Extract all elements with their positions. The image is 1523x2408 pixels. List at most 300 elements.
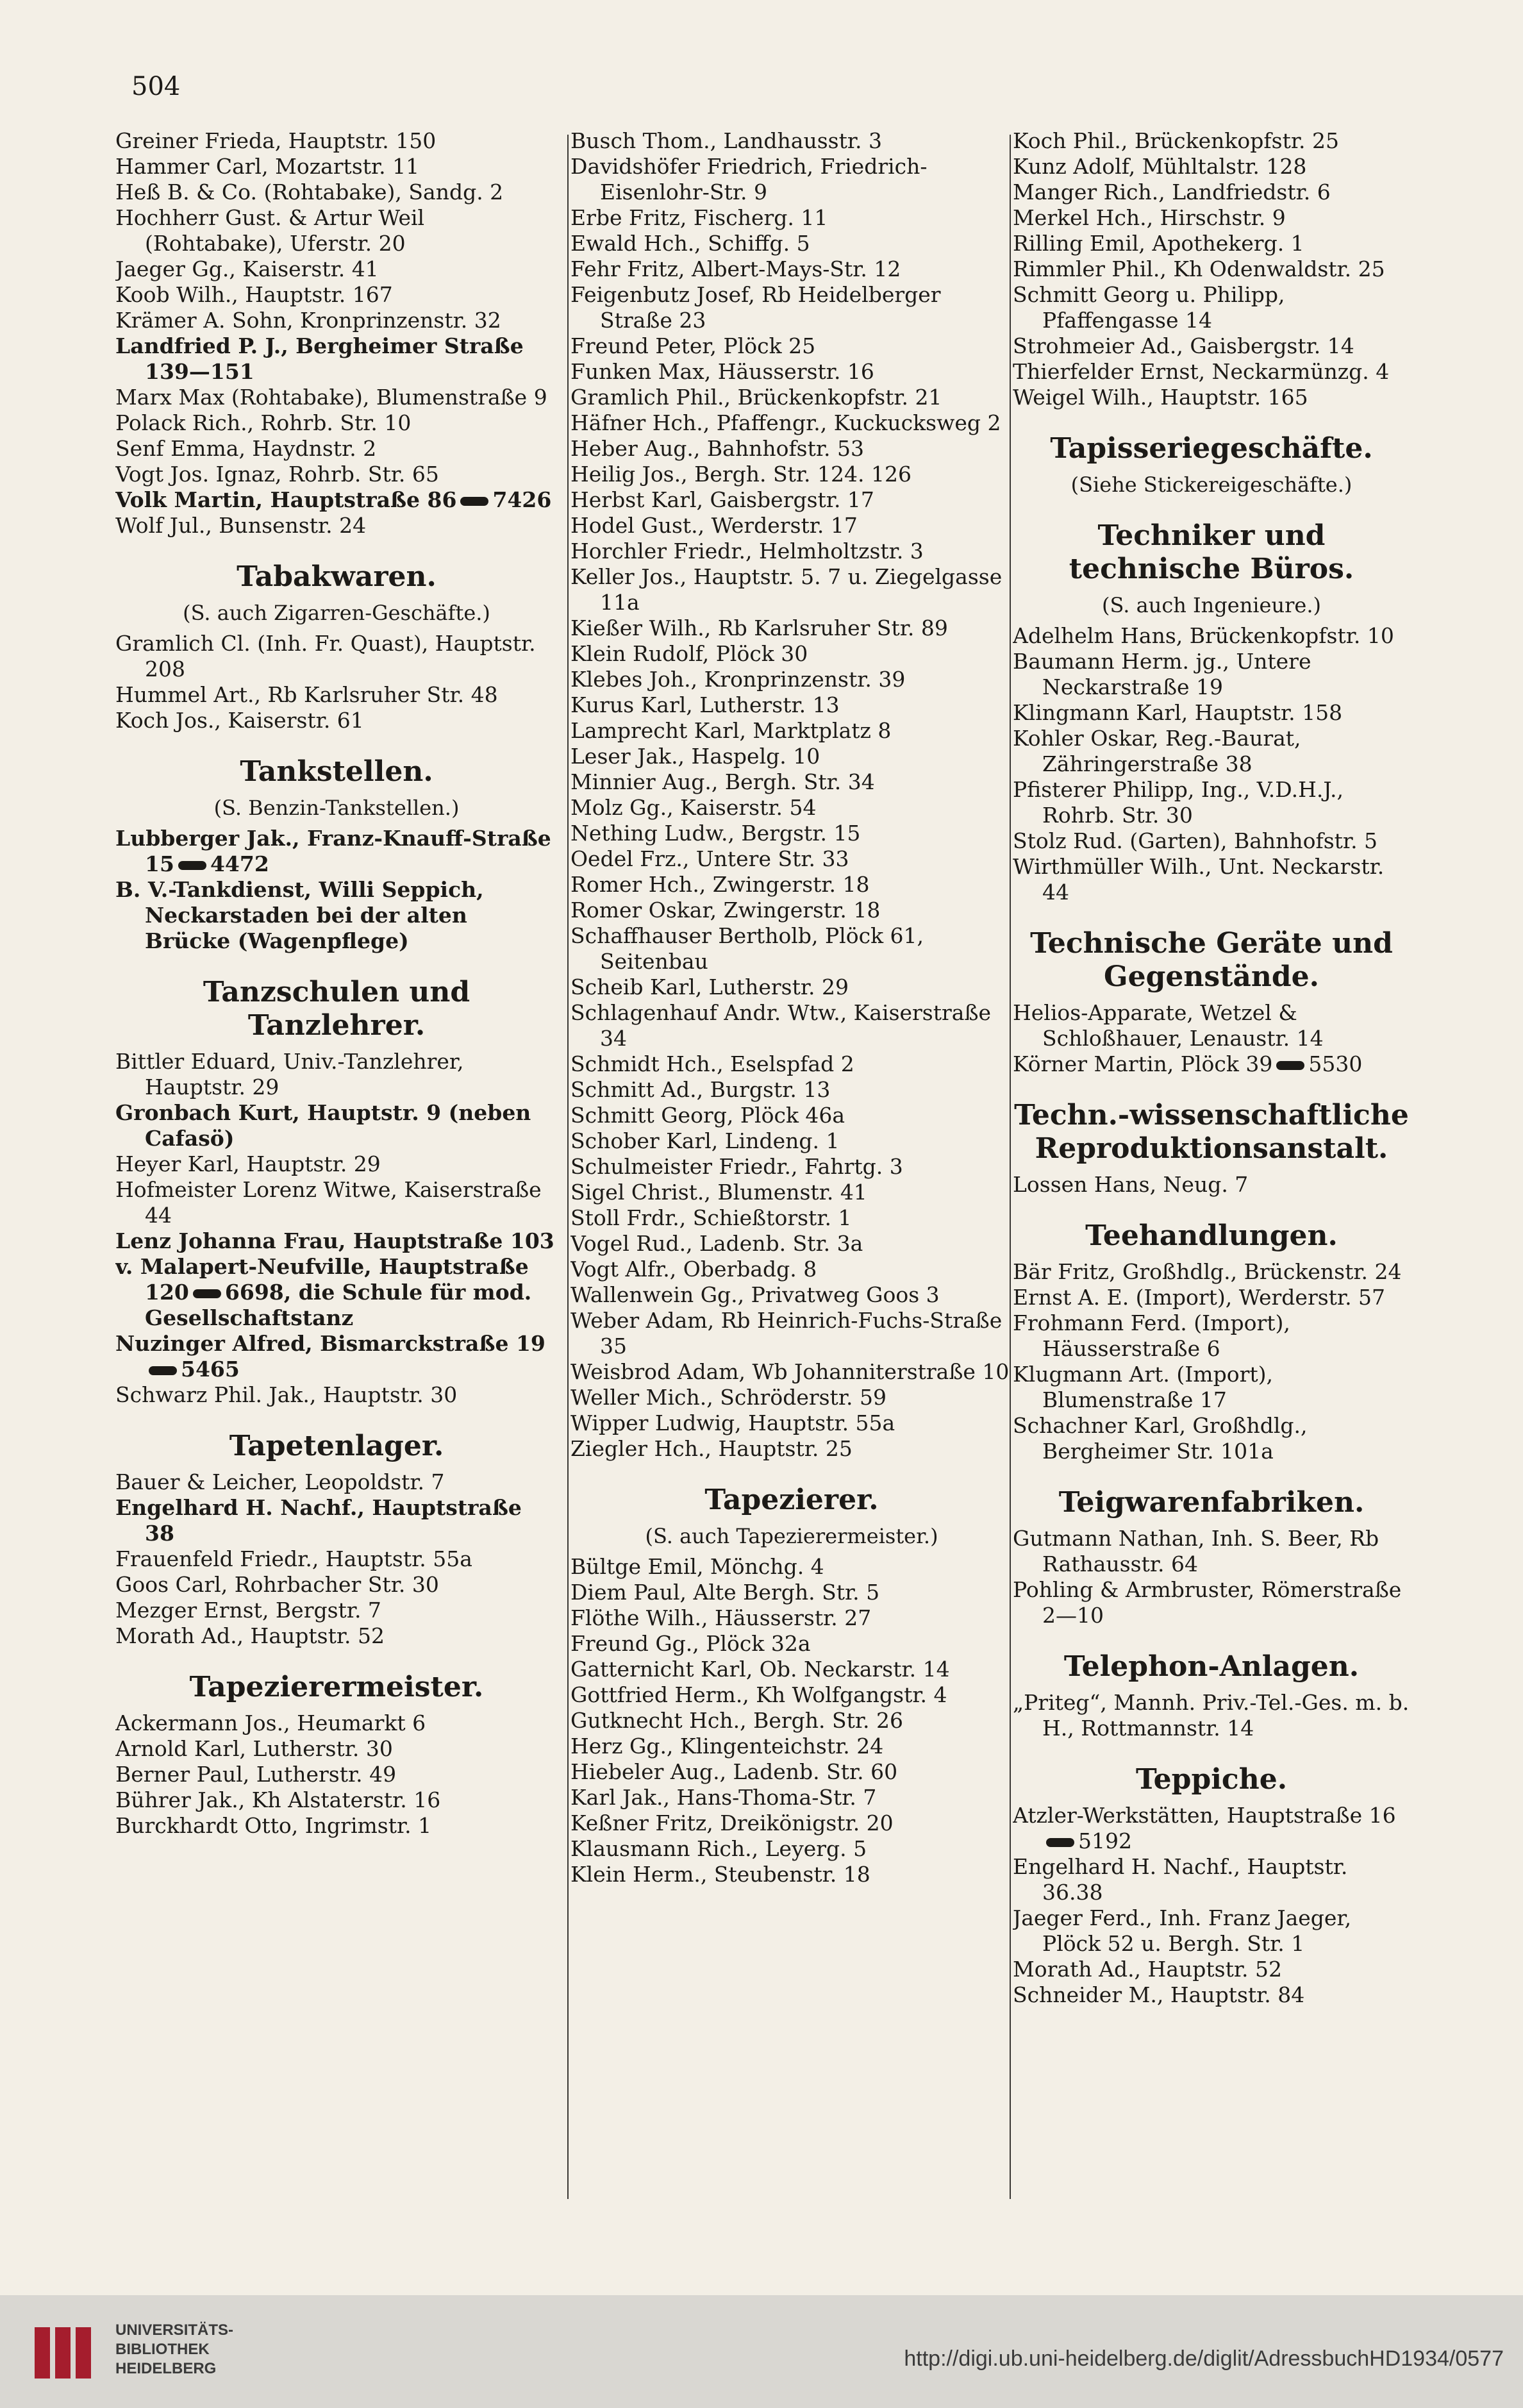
directory-entry <box>115 1177 558 1228</box>
entry-text: Diem Paul, Alte Bergh. Str. 5 <box>570 1580 880 1605</box>
entry-text: Klingmann Karl, Hauptstr. 158 <box>1013 700 1343 725</box>
entry-text: Sigel Christ., Blumenstr. 41 <box>570 1180 867 1205</box>
entry-text: Jaeger Ferd., Inh. Franz Jaeger, Plöck 52 u. Bergh. Str. 1 <box>1013 1905 1352 1956</box>
entry-text: Schulmeister Friedr., Fahrtg. 3 <box>570 1154 903 1179</box>
directory-entry <box>570 1231 1013 1257</box>
directory-entry <box>570 1708 1013 1734</box>
entry-text: Frohmann Ferd. (Import), Häusserstraße 6 <box>1013 1310 1290 1361</box>
entry-text: Nething Ludw., Bergstr. 15 <box>570 821 861 846</box>
entry-text: Gottfried Herm., Kh Wolfgangstr. 4 <box>570 1682 947 1707</box>
entry-text: Klausmann Rich., Leyerg. 5 <box>570 1836 867 1861</box>
directory-entry <box>115 410 558 436</box>
entry-text: Helios-Apparate, Wetzel & Schloßhauer, Lenaustr. 14 <box>1013 1000 1324 1051</box>
directory-entry <box>1013 854 1410 905</box>
entry-text: Hodel Gust., Werderstr. 17 <box>570 513 858 538</box>
directory-entry <box>570 231 1013 256</box>
entry-text: Ewald Hch., Schiffg. 5 <box>570 231 810 256</box>
entry-text: (S. auch Ingenieure.) <box>1102 593 1321 617</box>
entry-text: Atzler-Werkstätten, Hauptstraße 16 <box>1013 1803 1396 1828</box>
entry-text: Wirthmüller Wilh., Unt. Neckarstr. 44 <box>1013 854 1385 905</box>
entry-text: Wallenwein Gg., Privatweg Goos 3 <box>570 1282 940 1307</box>
phone-number: 5530 <box>1308 1051 1363 1076</box>
directory-entry <box>115 826 558 877</box>
directory-entry <box>570 564 1013 615</box>
directory-entry <box>570 1359 1013 1385</box>
directory-entry <box>115 1710 558 1736</box>
entry-text: Schlagenhauf Andr. Wtw., Kaiserstraße 34 <box>570 1000 992 1051</box>
section-heading <box>115 976 558 1042</box>
directory-entry <box>570 1631 1013 1657</box>
phone-number: 7426 <box>492 487 552 512</box>
directory-entry <box>1013 1854 1410 1905</box>
directory-entry <box>1013 1526 1410 1577</box>
entry-text: Schwarz Phil. Jak., Hauptstr. 30 <box>115 1382 458 1407</box>
entry-text: Gronbach Kurt, Hauptstr. 9 (neben Cafasö) <box>115 1100 531 1151</box>
directory-entry <box>570 718 1013 744</box>
directory-entry <box>570 1257 1013 1282</box>
phone-number: 5465 <box>181 1357 240 1382</box>
directory-entry <box>570 923 1013 974</box>
directory-entry <box>1013 1577 1410 1628</box>
entry-text: Schmidt Hch., Eselspfad 2 <box>570 1051 854 1076</box>
entry-text: Strohmeier Ad., Gaisbergstr. 14 <box>1013 333 1354 358</box>
entry-text: Horchler Friedr., Helmholtzstr. 3 <box>570 539 924 564</box>
directory-entry <box>570 1436 1013 1462</box>
telephone-icon <box>193 1287 221 1301</box>
entry-text: Leser Jak., Haspelg. 10 <box>570 744 820 769</box>
directory-entry <box>115 682 558 708</box>
entry-text: Manger Rich., Landfriedstr. 6 <box>1013 180 1331 205</box>
entry-text: Engelhard H. Nachf., Hauptstr. 36.38 <box>1013 1854 1348 1905</box>
directory-entry <box>1013 700 1410 726</box>
directory-entry <box>1013 205 1410 231</box>
entry-text: Ackermann Jos., Heumarkt 6 <box>115 1710 426 1735</box>
entry-text: Techn.-wissenschaftliche Reproduktionsanstalt. <box>1014 1099 1409 1165</box>
directory-entry <box>1013 333 1410 359</box>
section-heading <box>1013 927 1410 994</box>
directory-entry <box>1013 1803 1410 1854</box>
directory-entry <box>1013 180 1410 205</box>
directory-entry <box>570 1180 1013 1205</box>
section-heading <box>115 755 558 789</box>
directory-entry <box>115 1331 558 1382</box>
entry-text: (S. auch Zigarren-Geschäfte.) <box>183 601 490 625</box>
library-logo-icon <box>26 2314 103 2391</box>
directory-entry <box>570 1759 1013 1785</box>
directory-entry <box>570 513 1013 539</box>
section-heading <box>115 560 558 594</box>
telephone-icon <box>1276 1058 1304 1073</box>
entry-text: Klein Rudolf, Plöck 30 <box>570 641 808 666</box>
directory-entry <box>570 692 1013 718</box>
column-3 <box>1013 128 1410 2244</box>
directory-entry <box>1013 1172 1410 1198</box>
section-heading <box>1013 1486 1410 1519</box>
section-heading <box>1013 432 1410 465</box>
telephone-icon <box>460 494 488 508</box>
entry-text: Bauer & Leicher, Leopoldstr. 7 <box>115 1469 445 1494</box>
directory-entry <box>1013 282 1410 333</box>
entry-text: Volk Martin, Hauptstraße 86 <box>115 487 457 512</box>
entry-text: Kießer Wilh., Rb Karlsruher Str. 89 <box>570 615 948 640</box>
directory-entry <box>115 1787 558 1813</box>
entry-text: Jaeger Gg., Kaiserstr. 41 <box>115 256 379 281</box>
directory-entry <box>115 180 558 205</box>
entry-text: Rilling Emil, Apothekerg. 1 <box>1013 231 1304 256</box>
entry-text: Klebes Joh., Kronprinzenstr. 39 <box>570 667 906 692</box>
directory-entry <box>115 462 558 487</box>
entry-text: Häfner Hch., Pfaffengr., Kuckucksweg 2 <box>570 410 1001 435</box>
section-heading <box>1013 1650 1410 1684</box>
directory-entry <box>570 769 1013 795</box>
entry-text: Kunz Adolf, Mühltalstr. 128 <box>1013 154 1307 179</box>
directory-entry <box>1013 1905 1410 1957</box>
entry-text: Tankstellen. <box>240 755 433 788</box>
directory-entry <box>570 436 1013 462</box>
entry-text: Tanzschulen und Tanzlehrer. <box>203 976 470 1042</box>
directory-entry <box>1013 649 1410 700</box>
entry-text: Teehandlungen. <box>1085 1219 1338 1252</box>
entry-text: Thierfelder Ernst, Neckarmünzg. 4 <box>1013 359 1390 384</box>
directory-entry <box>115 256 558 282</box>
directory-entry <box>1013 154 1410 180</box>
entry-text: Pfisterer Philipp, Ing., V.D.H.J., Rohrb. Str. 30 <box>1013 777 1344 828</box>
directory-entry <box>570 410 1013 436</box>
entry-text: (Siehe Stickereigeschäfte.) <box>1070 472 1352 497</box>
entry-text: Technische Geräte und Gegenstände. <box>1030 927 1393 993</box>
entry-text: Techniker und technische Büros. <box>1069 519 1354 585</box>
source-url[interactable]: http://digi.ub.uni-heidelberg.de/diglit/AdressbuchHD1934/0577 <box>904 2346 1504 2371</box>
entry-text: Molz Gg., Kaiserstr. 54 <box>570 795 817 820</box>
directory-entry <box>115 1813 558 1839</box>
directory-entry <box>115 1151 558 1177</box>
entry-text: Körner Martin, Plöck 39 <box>1013 1051 1273 1076</box>
entry-text: Merkel Hch., Hirschstr. 9 <box>1013 205 1286 230</box>
entry-text: Teigwarenfabriken. <box>1058 1486 1365 1519</box>
directory-entry <box>115 708 558 733</box>
entry-text: Lubberger Jak., Franz-Knauff-Straße 15 <box>115 826 551 876</box>
directory-entry <box>570 846 1013 872</box>
entry-text: Stolz Rud. (Garten), Bahnhofstr. 5 <box>1013 828 1378 853</box>
directory-entry <box>1013 1690 1410 1741</box>
entry-text: Frauenfeld Friedr., Hauptstr. 55a <box>115 1546 472 1571</box>
directory-entry <box>570 487 1013 513</box>
directory-entry <box>570 154 1013 205</box>
column-1 <box>115 128 558 2244</box>
entry-text: Karl Jak., Hans-Thoma-Str. 7 <box>570 1785 877 1810</box>
directory-entry <box>1013 1957 1410 1982</box>
directory-entry <box>570 1077 1013 1103</box>
entry-text: Busch Thom., Landhausstr. 3 <box>570 128 882 153</box>
directory-entry <box>570 539 1013 564</box>
entry-text: Tapezierer. <box>704 1484 879 1516</box>
entry-text: (S. auch Tapezierermeister.) <box>645 1524 938 1548</box>
entry-text: Schaffhauser Bertholb, Plöck 61, Seitenbau <box>570 923 924 974</box>
section-heading <box>570 1484 1013 1517</box>
phone-number: 4472 <box>210 851 269 876</box>
directory-entry <box>570 205 1013 231</box>
directory-entry <box>115 1049 558 1100</box>
entry-text: Berner Paul, Lutherstr. 49 <box>115 1762 397 1787</box>
entry-text: Greiner Frieda, Hauptstr. 150 <box>115 128 437 153</box>
directory-entry <box>115 436 558 462</box>
entry-text: Hochherr Gust. & Artur Weil (Rohtabake), Uferstr. 20 <box>115 205 425 256</box>
directory-entry <box>115 1546 558 1572</box>
directory-entry <box>570 128 1013 154</box>
directory-entry <box>570 1734 1013 1759</box>
directory-entry <box>570 974 1013 1000</box>
entry-text: Weisbrod Adam, Wb Johanniterstraße 10 <box>570 1359 1010 1384</box>
column-rule <box>567 135 569 2199</box>
directory-entry <box>115 1762 558 1787</box>
directory-entry <box>1013 1285 1410 1310</box>
directory-entry <box>115 487 558 513</box>
phone-number: 5192 <box>1078 1828 1132 1853</box>
directory-entry <box>570 1836 1013 1862</box>
entry-text: Tapetenlager. <box>229 1430 444 1462</box>
entry-text: Lenz Johanna Frau, Hauptstraße 103 <box>115 1228 554 1253</box>
entry-text: Stoll Frdr., Schießtorstr. 1 <box>570 1205 852 1230</box>
entry-text: Senf Emma, Haydnstr. 2 <box>115 436 377 461</box>
entry-text: Gutknecht Hch., Bergh. Str. 26 <box>570 1708 904 1733</box>
section-heading <box>115 1430 558 1463</box>
directory-entry <box>1013 623 1410 649</box>
entry-text: Koch Phil., Brückenkopfstr. 25 <box>1013 128 1339 153</box>
entry-text: Romer Oskar, Zwingerstr. 18 <box>570 898 881 923</box>
entry-text: Romer Hch., Zwingerstr. 18 <box>570 872 870 897</box>
directory-entry <box>570 462 1013 487</box>
entry-text: Heber Aug., Bahnhofstr. 53 <box>570 436 864 461</box>
entry-text: Hummel Art., Rb Karlsruher Str. 48 <box>115 682 498 707</box>
entry-text: Weigel Wilh., Hauptstr. 165 <box>1013 385 1308 410</box>
entry-text: Mezger Ernst, Bergstr. 7 <box>115 1598 381 1623</box>
directory-entry <box>570 1810 1013 1836</box>
directory-entry <box>570 1682 1013 1708</box>
footer-bar <box>0 2295 1523 2408</box>
entry-text: Schachner Karl, Großhdlg., Bergheimer Str. 101a <box>1013 1413 1308 1464</box>
directory-entry <box>115 1382 558 1408</box>
directory-entry <box>570 1154 1013 1180</box>
entry-text: Engelhard H. Nachf., Hauptstraße 38 <box>115 1495 522 1546</box>
directory-entry <box>570 1385 1013 1410</box>
entry-text: Vogt Alfr., Oberbadg. 8 <box>570 1257 817 1282</box>
entry-text: Gramlich Cl. (Inh. Fr. Quast), Hauptstr. 208 <box>115 631 536 681</box>
directory-entry <box>570 1554 1013 1580</box>
directory-entry <box>115 1100 558 1151</box>
directory-entry <box>570 1103 1013 1128</box>
library-name <box>115 2321 233 2379</box>
directory-entry <box>570 1051 1013 1077</box>
entry-text: Landfried P. J., Bergheimer Straße 139—151 <box>115 333 524 384</box>
entry-text: Hammer Carl, Mozartstr. 11 <box>115 154 420 179</box>
entry-text: Scheib Karl, Lutherstr. 29 <box>570 974 849 999</box>
entry-text: Telephon-Anlagen. <box>1063 1650 1360 1683</box>
directory-entry <box>570 333 1013 359</box>
entry-text: Krämer A. Sohn, Kronprinzenstr. 32 <box>115 308 501 333</box>
directory-entry <box>570 1580 1013 1605</box>
entry-text: Adelhelm Hans, Brückenkopfstr. 10 <box>1013 623 1394 648</box>
entry-text: Bührer Jak., Kh Alstaterstr. 16 <box>115 1787 441 1812</box>
section-heading <box>1013 519 1410 586</box>
directory-entry <box>115 631 558 682</box>
library-name-line: HEIDELBERG <box>115 2360 217 2377</box>
entry-text: Hiebeler Aug., Ladenb. Str. 60 <box>570 1759 898 1784</box>
entry-text: Klugmann Art. (Import), Blumenstraße 17 <box>1013 1362 1273 1412</box>
section-note <box>115 600 558 626</box>
entry-text: Gutmann Nathan, Inh. S. Beer, Rb Rathausstr. 64 <box>1013 1526 1379 1576</box>
telephone-icon <box>1046 1835 1074 1850</box>
entry-text: Bär Fritz, Großhdlg., Brückenstr. 24 <box>1013 1259 1402 1284</box>
entry-text: Feigenbutz Josef, Rb Heidelberger Straße 23 <box>570 282 941 333</box>
section-heading <box>115 1671 558 1704</box>
library-name-line: BIBLIOTHEK <box>115 2341 210 2358</box>
directory-entry <box>115 282 558 308</box>
entry-text: Tapisseriegeschäfte. <box>1050 432 1373 465</box>
directory-entry <box>1013 359 1410 385</box>
directory-entry <box>115 1254 558 1331</box>
directory-entry <box>115 1228 558 1254</box>
entry-text: Wipper Ludwig, Hauptstr. 55a <box>570 1410 895 1435</box>
directory-entry <box>115 877 558 954</box>
telephone-icon <box>149 1364 177 1378</box>
section-heading <box>1013 1219 1410 1253</box>
directory-entry <box>570 872 1013 898</box>
directory-entry <box>115 308 558 333</box>
entry-text: Pohling & Armbruster, Römerstraße 2—10 <box>1013 1577 1402 1628</box>
entry-text: Heyer Karl, Hauptstr. 29 <box>115 1151 381 1176</box>
directory-entry <box>1013 828 1410 854</box>
entry-text: Freund Gg., Plöck 32a <box>570 1631 811 1656</box>
entry-text: Arnold Karl, Lutherstr. 30 <box>115 1736 393 1761</box>
directory-entry <box>570 1862 1013 1887</box>
entry-text: Freund Peter, Plöck 25 <box>570 333 816 358</box>
entry-text: Oedel Frz., Untere Str. 33 <box>570 846 849 871</box>
entry-text: Heß B. & Co. (Rohtabake), Sandg. 2 <box>115 180 504 205</box>
directory-entry <box>1013 1362 1410 1413</box>
telephone-icon <box>178 858 206 873</box>
directory-entry <box>570 1128 1013 1154</box>
entry-text: Tabakwaren. <box>237 560 437 593</box>
entry-text: Klein Herm., Steubenstr. 18 <box>570 1862 870 1887</box>
entry-text: Teppiche. <box>1135 1763 1288 1796</box>
directory-entry <box>1013 385 1410 410</box>
directory-entry <box>1013 1982 1410 2008</box>
section-note <box>570 1523 1013 1549</box>
directory-entry <box>115 128 558 154</box>
entry-text: Schneider M., Hauptstr. 84 <box>1013 1982 1305 2007</box>
entry-text: Kurus Karl, Lutherstr. 13 <box>570 692 840 717</box>
section-heading <box>1013 1763 1410 1796</box>
entry-text: Erbe Fritz, Fischerg. 11 <box>570 205 828 230</box>
entry-text: (S. Benzin-Tankstellen.) <box>213 796 460 820</box>
directory-entry <box>115 1469 558 1495</box>
directory-entry <box>115 205 558 256</box>
directory-entry <box>570 641 1013 667</box>
directory-entry <box>570 1308 1013 1359</box>
column-2 <box>570 128 1013 2244</box>
phone-number: 6698, die Schule für mod. Gesellschaftstanz <box>145 1280 532 1330</box>
entry-text: Tapezierermeister. <box>189 1671 484 1703</box>
directory-entry <box>570 256 1013 282</box>
entry-text: Schmitt Ad., Burgstr. 13 <box>570 1077 831 1102</box>
directory-entry <box>1013 231 1410 256</box>
entry-text: Kohler Oskar, Reg.-Baurat, Zähringerstraße 38 <box>1013 726 1301 776</box>
entry-text: Baumann Herm. jg., Untere Neckarstraße 19 <box>1013 649 1311 699</box>
section-note <box>115 795 558 821</box>
directory-entry <box>570 1657 1013 1682</box>
entry-text: v. Malapert-Neufville, Hauptstraße 120 <box>115 1254 529 1305</box>
entry-text: Bültge Emil, Mönchg. 4 <box>570 1554 824 1579</box>
directory-entry <box>1013 1259 1410 1285</box>
directory-entry <box>570 898 1013 923</box>
section-heading <box>1013 1099 1410 1166</box>
entry-text: Rimmler Phil., Kh Odenwaldstr. 25 <box>1013 256 1385 281</box>
directory-entry <box>1013 777 1410 828</box>
directory-entry <box>570 282 1013 333</box>
entry-text: Weller Mich., Schröderstr. 59 <box>570 1385 886 1410</box>
entry-text: Nuzinger Alfred, Bismarckstraße 19 <box>115 1331 545 1356</box>
entry-text: „Priteg“, Mannh. Priv.-Tel.-Ges. m. b. H., Rottmannstr. 14 <box>1013 1690 1410 1741</box>
entry-text: Weber Adam, Rb Heinrich-Fuchs-Straße 35 <box>570 1308 1003 1359</box>
directory-columns <box>115 128 1410 2244</box>
entry-text: Heilig Jos., Bergh. Str. 124. 126 <box>570 462 911 487</box>
section-note <box>1013 592 1410 618</box>
directory-entry <box>115 333 558 385</box>
directory-entry <box>570 744 1013 769</box>
entry-text: Wolf Jul., Bunsenstr. 24 <box>115 513 367 538</box>
entry-text: Davidshöfer Friedrich, Friedrich-Eisenlohr-Str. 9 <box>570 154 928 205</box>
page-number: 504 <box>131 72 181 101</box>
entry-text: Vogt Jos. Ignaz, Rohrb. Str. 65 <box>115 462 439 487</box>
directory-entry <box>1013 1310 1410 1362</box>
directory-entry <box>115 385 558 410</box>
directory-entry <box>1013 128 1410 154</box>
directory-entry <box>115 154 558 180</box>
entry-text: Lamprecht Karl, Marktplatz 8 <box>570 718 892 743</box>
entry-text: Polack Rich., Rohrb. Str. 10 <box>115 410 412 435</box>
entry-text: Morath Ad., Hauptstr. 52 <box>115 1623 385 1648</box>
directory-entry <box>1013 256 1410 282</box>
directory-entry <box>1013 1413 1410 1464</box>
entry-text: Vogel Rud., Ladenb. Str. 3a <box>570 1231 863 1256</box>
entry-text: Ernst A. E. (Import), Werderstr. 57 <box>1013 1285 1386 1310</box>
entry-text: Marx Max (Rohtabake), Blumenstraße 9 <box>115 385 547 410</box>
entry-text: Gramlich Phil., Brückenkopfstr. 21 <box>570 385 942 410</box>
entry-text: Ziegler Hch., Hauptstr. 25 <box>570 1436 853 1461</box>
directory-entry <box>115 1572 558 1598</box>
directory-entry <box>570 667 1013 692</box>
entry-text: Goos Carl, Rohrbacher Str. 30 <box>115 1572 439 1597</box>
entry-text: Koch Jos., Kaiserstr. 61 <box>115 708 364 733</box>
directory-entry <box>1013 1051 1410 1077</box>
entry-text: Morath Ad., Hauptstr. 52 <box>1013 1957 1282 1982</box>
directory-entry <box>570 1410 1013 1436</box>
directory-entry <box>570 1000 1013 1051</box>
directory-entry <box>1013 726 1410 777</box>
entry-text: B. V.-Tankdienst, Willi Seppich, Neckarstaden bei der alten Brücke (Wagenpflege) <box>115 877 484 953</box>
entry-text: Schober Karl, Lindeng. 1 <box>570 1128 840 1153</box>
entry-text: Koob Wilh., Hauptstr. 167 <box>115 282 393 307</box>
entry-text: Herz Gg., Klingenteichstr. 24 <box>570 1734 884 1759</box>
directory-entry <box>115 1736 558 1762</box>
entry-text: Minnier Aug., Bergh. Str. 34 <box>570 769 875 794</box>
directory-entry <box>570 795 1013 821</box>
directory-entry <box>570 1785 1013 1810</box>
directory-entry <box>1013 1000 1410 1051</box>
entry-text: Fehr Fritz, Albert-Mays-Str. 12 <box>570 256 901 281</box>
directory-entry <box>570 1205 1013 1231</box>
directory-entry <box>570 1282 1013 1308</box>
